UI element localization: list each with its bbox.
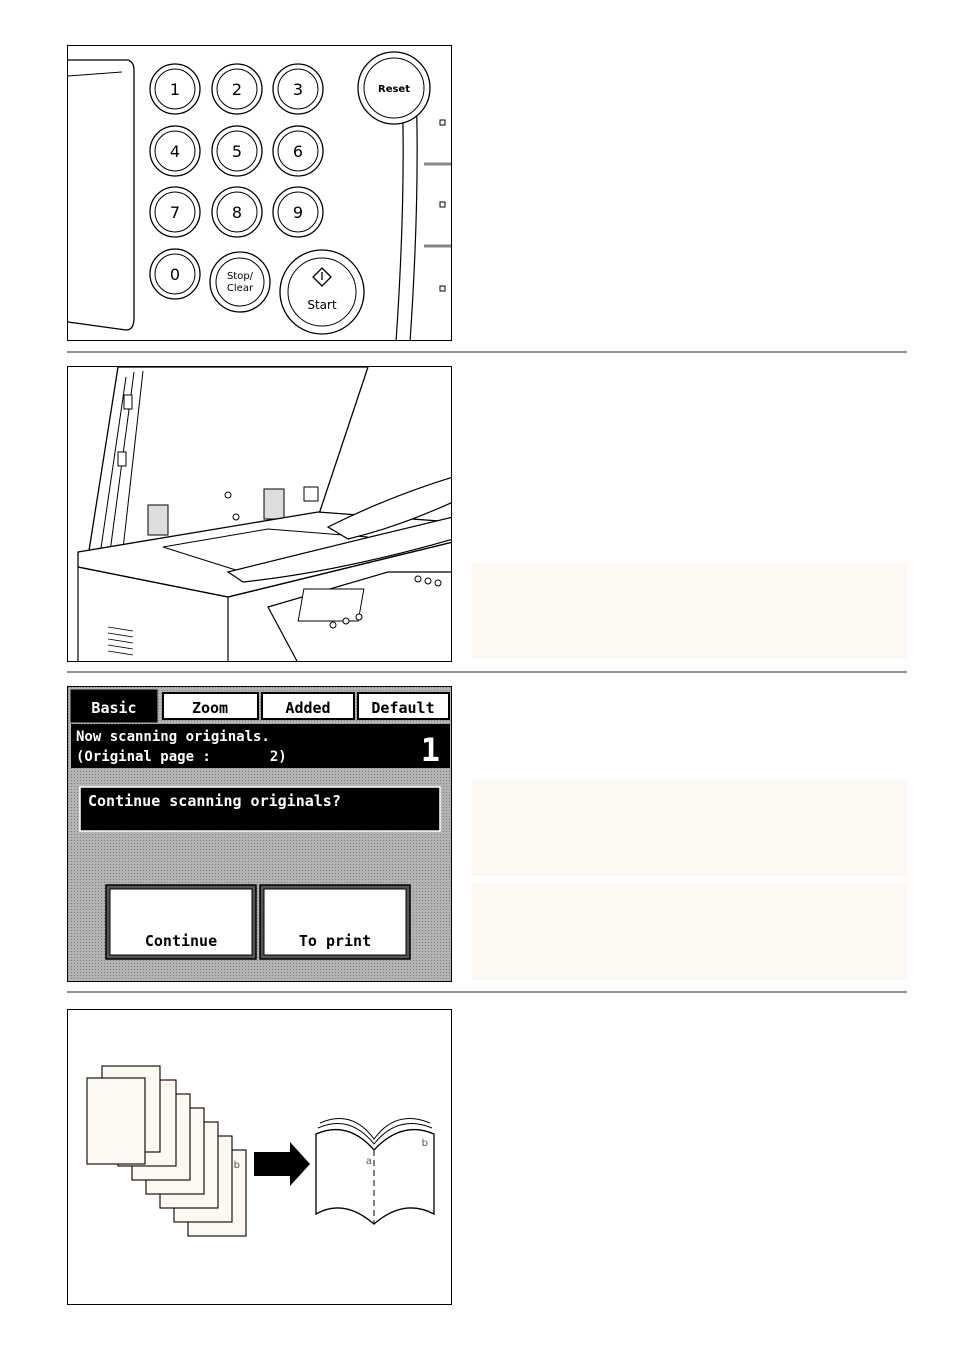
key-3[interactable] — [273, 64, 323, 114]
booklet-illustration — [67, 1009, 452, 1305]
continue-button[interactable] — [106, 885, 256, 959]
tab-default[interactable] — [358, 693, 449, 719]
key-1[interactable] — [150, 64, 200, 114]
key-8[interactable] — [212, 187, 262, 237]
booklet-page-b-mark: b — [421, 1138, 428, 1149]
tab-zoom[interactable] — [163, 693, 258, 719]
key-7-label: 7 — [169, 203, 181, 222]
start-label: Start — [307, 298, 337, 312]
arrow-right-icon — [254, 1142, 310, 1186]
platen-illustration — [67, 366, 452, 662]
stop-clear-key[interactable] — [210, 252, 270, 312]
tab-added[interactable] — [262, 693, 354, 719]
tab-default-label: Default — [371, 699, 435, 717]
key-1-label: 1 — [169, 80, 181, 99]
section-divider-3 — [67, 991, 907, 993]
stop-label: Stop/ — [226, 271, 254, 282]
touch-panel-drawing — [68, 687, 452, 982]
tab-basic-label: Basic — [91, 699, 137, 717]
copier-platen-drawing — [68, 367, 452, 662]
tab-added-label: Added — [285, 699, 331, 717]
prompt-text: Continue scanning originals? — [88, 792, 341, 810]
key-6[interactable] — [273, 126, 323, 176]
note-box-1 — [472, 563, 907, 659]
keypad-drawing — [68, 46, 452, 341]
copy-count: 1 — [420, 731, 440, 769]
section-divider-2 — [67, 671, 907, 673]
section-divider-1 — [67, 351, 907, 353]
tab-zoom-label: Zoom — [191, 699, 229, 717]
key-8-label: 8 — [231, 203, 243, 222]
note-box-3 — [472, 883, 907, 980]
key-3-label: 3 — [292, 80, 304, 99]
to-print-label: To print — [298, 932, 372, 950]
key-5[interactable] — [212, 126, 262, 176]
status-line-1: Now scanning originals. — [76, 729, 270, 745]
key-7[interactable] — [150, 187, 200, 237]
key-0[interactable] — [150, 249, 200, 299]
key-9[interactable] — [273, 187, 323, 237]
note-box-2 — [472, 779, 907, 876]
status-line-2: (Original page : 2) — [76, 749, 287, 765]
key-9-label: 9 — [292, 203, 304, 222]
key-2-label: 2 — [231, 80, 243, 99]
key-4[interactable] — [150, 126, 200, 176]
tab-basic[interactable] — [71, 690, 157, 722]
original-page-b-mark: b — [233, 1160, 240, 1171]
booklet-drawing — [68, 1010, 452, 1305]
booklet-page-a-mark: a — [365, 1156, 372, 1167]
key-2[interactable] — [212, 64, 262, 114]
touch-panel-screen — [67, 686, 452, 982]
reset-label: Reset — [378, 84, 410, 95]
reset-key[interactable] — [358, 52, 430, 124]
clear-label: Clear — [226, 283, 254, 294]
start-key[interactable] — [280, 250, 364, 334]
to-print-button[interactable] — [260, 885, 410, 959]
key-5-label: 5 — [231, 142, 243, 161]
key-4-label: 4 — [169, 142, 181, 161]
key-6-label: 6 — [292, 142, 304, 161]
continue-label: Continue — [144, 932, 218, 950]
keypad-illustration — [67, 45, 452, 341]
key-0-label: 0 — [169, 265, 181, 284]
